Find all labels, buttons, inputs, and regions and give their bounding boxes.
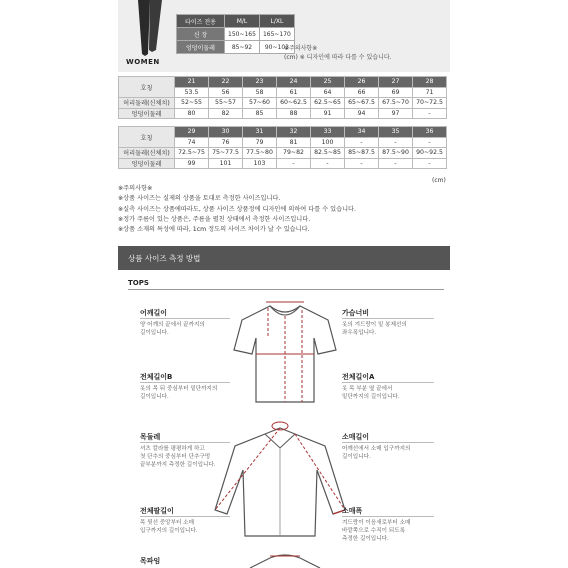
- size-cell: 61: [277, 87, 311, 98]
- size-header-label: 호칭: [119, 77, 175, 98]
- tights-row: [177, 28, 295, 41]
- size-cell: 99: [175, 158, 209, 169]
- size-header-row: [119, 127, 447, 138]
- size-cell: 76: [209, 137, 243, 148]
- desc-line: 밑단까지의 길이입니다.: [342, 394, 400, 400]
- size-cell: 62.5~65: [311, 98, 345, 109]
- shirt-illustration: [205, 420, 355, 540]
- desc-shoulder: [140, 321, 205, 337]
- size-cell: 64: [311, 87, 345, 98]
- tights-cell: 엉덩이둘레: [177, 41, 225, 54]
- size-cell: 101: [209, 158, 243, 169]
- size-header-cell: 27: [379, 77, 413, 88]
- tights-header-row: [177, 15, 295, 28]
- size-header-cell: 23: [243, 77, 277, 88]
- size-cell: 55~57: [209, 98, 243, 109]
- size-cell: 88: [277, 108, 311, 119]
- size-cell: 94: [345, 108, 379, 119]
- size-cell: 91: [311, 108, 345, 119]
- size-header-cell: 25: [311, 77, 345, 88]
- size-cell: 75~77.5: [209, 148, 243, 159]
- desc-line: 목 뒷선 중앙부터 소매: [140, 520, 194, 526]
- desc-line: 바깥쪽으로 수직이 되도록: [342, 528, 405, 534]
- size-cell: 85~87.5: [345, 148, 379, 159]
- note-unit: (cm): [284, 54, 298, 61]
- size-cell: 65~67.5: [345, 98, 379, 109]
- desc-line: 길이입니다.: [342, 454, 371, 460]
- size-header-cell: 21: [175, 77, 209, 88]
- label-sleeve-width: 소매폭: [342, 507, 363, 515]
- size-header-cell: 36: [413, 127, 447, 138]
- size-header-cell: 35: [379, 127, 413, 138]
- size-row: [119, 158, 447, 169]
- size-header-cell: 32: [277, 127, 311, 138]
- tights-note: [284, 44, 392, 62]
- tshirt-illustration: [230, 298, 340, 408]
- size-cell: 81: [277, 137, 311, 148]
- size-cell: 100: [311, 137, 345, 148]
- size-header-cell: 33: [311, 127, 345, 138]
- size-cell: 80: [175, 108, 209, 119]
- desc-line: 입구까지의 길이입니다.: [140, 528, 198, 534]
- size-cell: 60~62.5: [277, 98, 311, 109]
- label-length-b: 전체길이B: [140, 373, 173, 381]
- size-cell: 53.5: [175, 87, 209, 98]
- size-cell: 77.5~80: [243, 148, 277, 159]
- desc-chest: [342, 321, 407, 337]
- size-header-cell: 31: [243, 127, 277, 138]
- label-shoulder: 어깨길이: [140, 309, 168, 317]
- size-cell: 87.5~90: [379, 148, 413, 159]
- note-title: ※주의사항※: [284, 45, 318, 52]
- size-cell: 79~82: [277, 148, 311, 159]
- label-sleeve: 소매길이: [342, 433, 370, 441]
- size-header-cell: 26: [345, 77, 379, 88]
- label-full-sleeve: 전체팔길이: [140, 507, 174, 515]
- tights-legs-illustration: [130, 0, 170, 58]
- size-row-label: 엉덩이둘레: [119, 158, 175, 169]
- size-cell: -: [277, 158, 311, 169]
- cm-unit: (cm): [432, 177, 446, 184]
- desc-sleeve: [342, 445, 410, 461]
- label-neck-width: 목파임: [140, 557, 161, 565]
- size-row: [119, 108, 447, 119]
- size-row-label: 허리둘레(신체치): [119, 98, 175, 109]
- size-cell: 70~72.5: [413, 98, 447, 109]
- size-cell: 58: [243, 87, 277, 98]
- size-cell: 103: [243, 158, 277, 169]
- size-cell: 52~55: [175, 98, 209, 109]
- size-cell: -: [345, 158, 379, 169]
- size-row: [119, 98, 447, 109]
- women-label: WOMEN: [126, 58, 160, 66]
- desc-line: 옷 목 부분 옆 끝에서: [342, 386, 393, 392]
- size-row: [119, 148, 447, 159]
- divider: [140, 318, 230, 319]
- size-header-label: 호칭: [119, 127, 175, 148]
- tights-cell: 신 장: [177, 28, 225, 41]
- tights-cell: 165~170: [259, 28, 294, 41]
- size-notes: [118, 184, 356, 235]
- size-cell: -: [311, 158, 345, 169]
- tights-size-table: [176, 14, 295, 54]
- desc-line: 양 어깨의 끝에서 끝까지의: [140, 322, 205, 328]
- size-cell: 72.5~75: [175, 148, 209, 159]
- size-cell: -: [413, 108, 447, 119]
- measure-title: 상품 사이즈 측정 방법: [128, 254, 201, 263]
- size-cell: -: [379, 137, 413, 148]
- size-header-cell: 29: [175, 127, 209, 138]
- size-header-cell: 28: [413, 77, 447, 88]
- desc-line: 좌우폭입니다.: [342, 330, 377, 336]
- note-line: ※정가 주름이 있는 상품은, 주름을 펼친 상태에서 측정한 사이즈입니다.: [118, 215, 311, 223]
- size-cell: 85: [243, 108, 277, 119]
- desc-line: 겨드랑이 이음새로부터 소매: [342, 520, 411, 526]
- desc-line: 첫 단추의 중심부터 단추구멍: [140, 454, 211, 460]
- note-line: ※상품 소재의 특성에 따라, 1cm 정도의 사이즈 차이가 날 수 있습니다.: [118, 226, 310, 234]
- size-header-row: [119, 77, 447, 88]
- size-header-cell: 24: [277, 77, 311, 88]
- label-chest: 가슴너비: [342, 309, 370, 317]
- tops-label: TOPS: [128, 279, 149, 287]
- desc-line: 길이입니다.: [140, 394, 169, 400]
- tights-cell: 90~103: [259, 41, 294, 54]
- tights-header-cell: M/L: [225, 15, 260, 28]
- divider: [140, 382, 230, 383]
- note-line: ※주의사항※: [118, 185, 153, 192]
- desc-line: 옷의 겨드랑이 밑 봉제선의: [342, 322, 407, 328]
- label-length-a: 전체길이A: [342, 373, 375, 381]
- desc-full-sleeve: [140, 519, 198, 535]
- divider: [140, 442, 230, 443]
- size-cell: 90~92.5: [413, 148, 447, 159]
- divider: [342, 382, 434, 383]
- tights-header-cell: L/XL: [259, 15, 294, 28]
- note-line: ※실측 사이즈는 상품에따라도, 상품 사이즈 상품정에 디자인에 의하여 다를 수 있습니다.: [118, 205, 356, 213]
- divider: [342, 516, 434, 517]
- size-row-label: 엉덩이둘레: [119, 108, 175, 119]
- tights-row: [177, 41, 295, 54]
- size-cell: 82.5~85: [311, 148, 345, 159]
- size-cell: 79: [243, 137, 277, 148]
- size-cell: -: [345, 137, 379, 148]
- divider: [140, 516, 230, 517]
- desc-line: 셔츠 칼라를 평평하게 하고: [140, 446, 205, 452]
- size-cell: 56: [209, 87, 243, 98]
- size-cell: 66: [345, 87, 379, 98]
- note-text: ※ 디자인에 따라 다를 수 있습니다.: [299, 54, 392, 61]
- size-header-cell: 30: [209, 127, 243, 138]
- desc-sleeve-width: [342, 519, 410, 543]
- desc-line: 측정한 길이입니다.: [342, 536, 389, 542]
- size-cell: 57~60: [243, 98, 277, 109]
- desc-line: 옷의 목 뒤 중심부터 밑단까지의: [140, 386, 218, 392]
- vneck-illustration: [230, 552, 340, 568]
- size-cell: 74: [175, 137, 209, 148]
- tights-cell: 85~92: [225, 41, 260, 54]
- tops-divider: [128, 289, 444, 290]
- tights-cell: 150~165: [225, 28, 260, 41]
- size-cell: 97: [379, 108, 413, 119]
- size-cell: 82: [209, 108, 243, 119]
- size-table-1: [118, 76, 447, 119]
- size-header-cell: 34: [345, 127, 379, 138]
- size-table-2: [118, 126, 447, 169]
- size-header-cell: 22: [209, 77, 243, 88]
- size-row-label: 허리둘레(신체치): [119, 148, 175, 159]
- desc-line: 끝부분까지 측정한 길이입니다.: [140, 462, 216, 468]
- note-line: ※상품 사이즈는 실제의 상품을 토대로 측정한 사이즈입니다.: [118, 195, 281, 203]
- desc-neck: [140, 445, 216, 469]
- label-neck: 목둘레: [140, 433, 161, 441]
- size-cell: -: [413, 158, 447, 169]
- size-cell: -: [379, 158, 413, 169]
- size-cell: 67.5~70: [379, 98, 413, 109]
- desc-length-b: [140, 385, 217, 401]
- divider: [342, 442, 434, 443]
- desc-line: 어깨선에서 소매 입구까지의: [342, 446, 411, 452]
- desc-line: 길이입니다.: [140, 330, 169, 336]
- size-cell: 71: [413, 87, 447, 98]
- desc-length-a: [342, 385, 400, 401]
- size-cell: 69: [379, 87, 413, 98]
- divider: [342, 318, 434, 319]
- tights-header-cell: 타이즈 전용: [177, 15, 225, 28]
- size-cell: -: [413, 137, 447, 148]
